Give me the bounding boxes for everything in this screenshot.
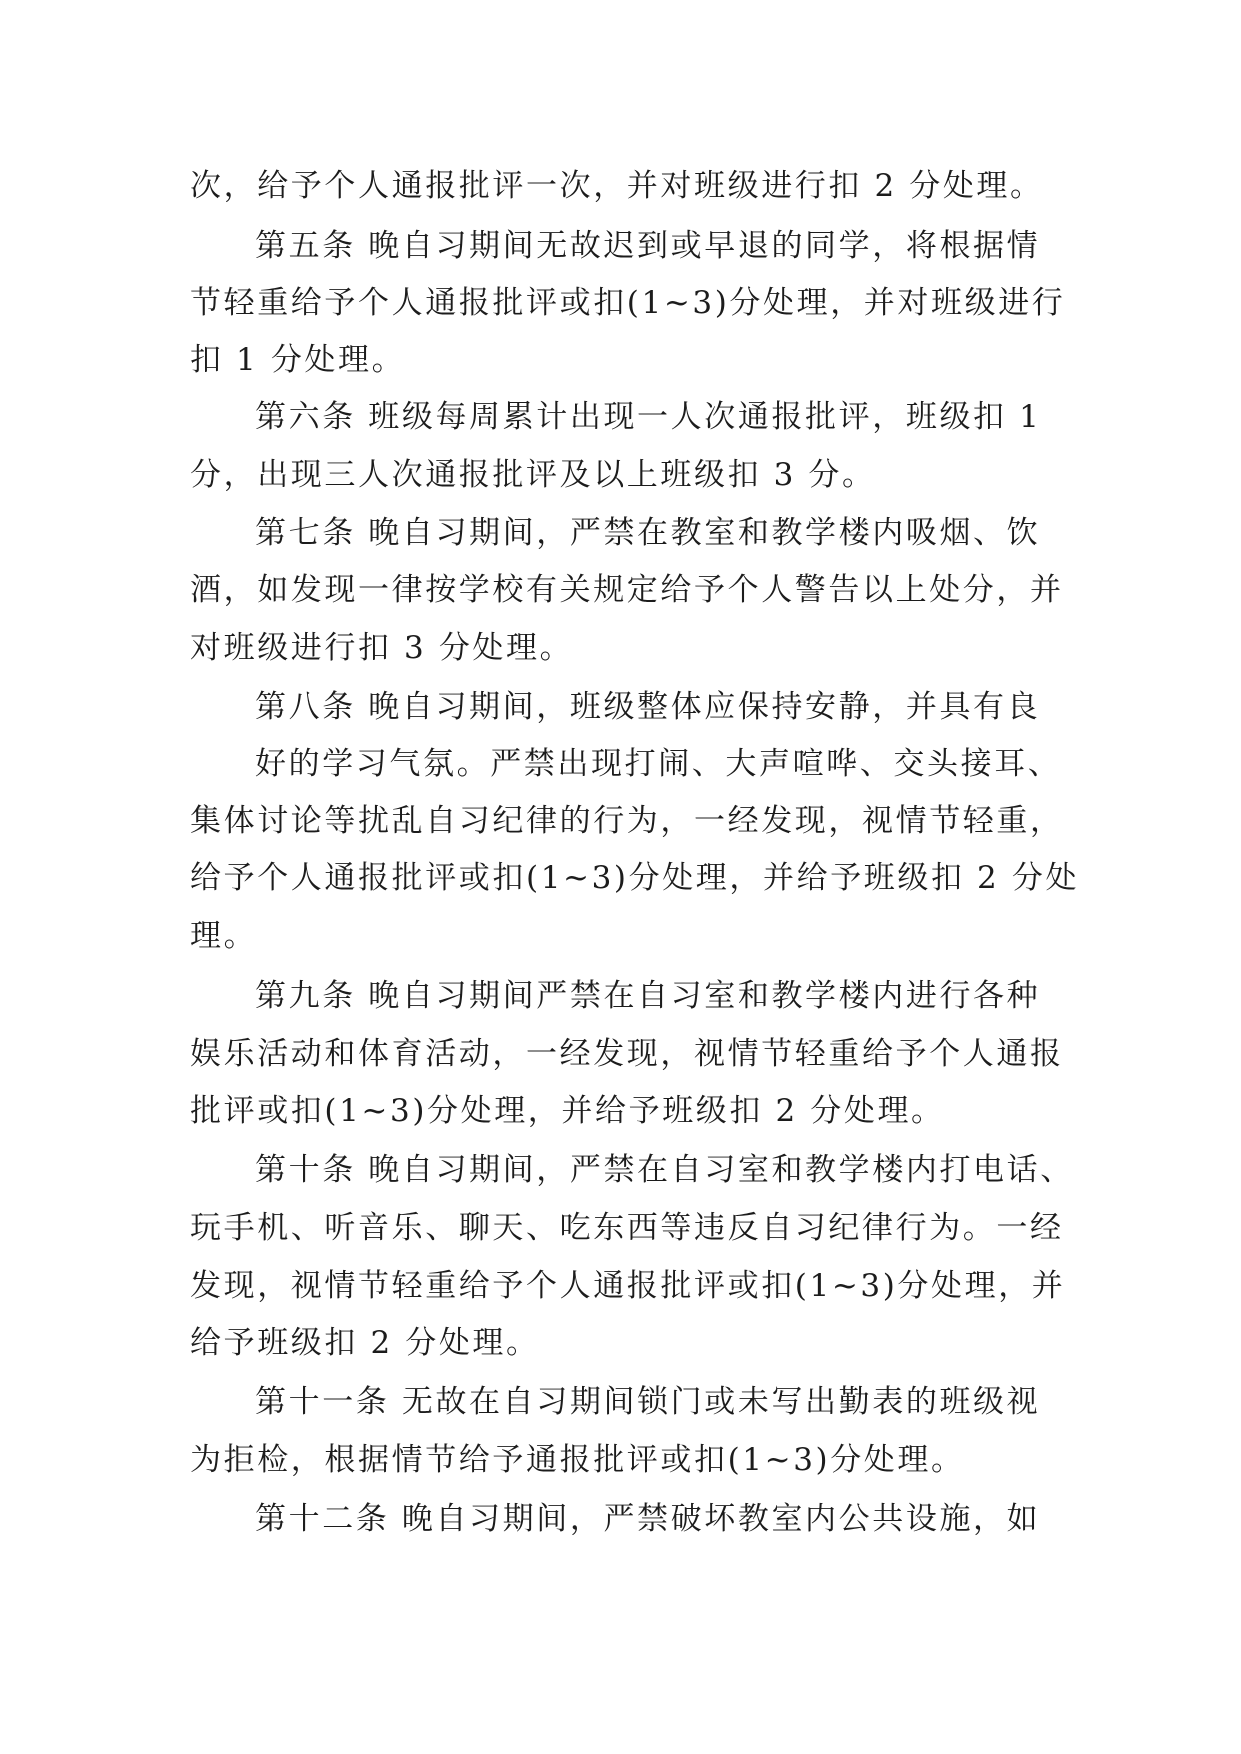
text-line: 给予班级扣 2 分处理。	[190, 1325, 540, 1361]
article-5-heading-line: 第五条 晚自习期间无故迟到或早退的同学，将根据情	[255, 228, 1041, 264]
article-8-heading-line: 第八条 晚自习期间，班级整体应保持安静，并具有良	[255, 689, 1041, 725]
text-line: 理。	[190, 918, 258, 954]
text-line: 分，出现三人次通报批评及以上班级扣 3 分。	[190, 457, 876, 493]
text-line: 对班级进行扣 3 分处理。	[190, 630, 574, 666]
article-6-heading-line: 第六条 班级每周累计出现一人次通报批评，班级扣 1	[255, 399, 1042, 435]
article-10-heading-line: 第十条 晚自习期间，严禁在自习室和教学楼内打电话、	[255, 1152, 1074, 1188]
article-9-heading-line: 第九条 晚自习期间严禁在自习室和教学楼内进行各种	[255, 978, 1041, 1014]
text-line: 娱乐活动和体育活动，一经发现，视情节轻重给予个人通报	[190, 1036, 1064, 1072]
text-line: 扣 1 分处理。	[190, 342, 406, 378]
article-11-heading-line: 第十一条 无故在自习期间锁门或未写出勤表的班级视	[255, 1384, 1041, 1420]
article-12-heading-line: 第十二条 晚自习期间，严禁破坏教室内公共设施，如	[255, 1501, 1041, 1537]
text-line: 节轻重给予个人通报批评或扣(1~3)分处理，并对班级进行	[190, 285, 1066, 321]
text-line: 玩手机、听音乐、聊天、吃东西等违反自习纪律行为。一经	[190, 1210, 1064, 1246]
text-line: 酒，如发现一律按学校有关规定给予个人警告以上处分，并	[190, 572, 1064, 608]
text-line: 次，给予个人通报批评一次，并对班级进行扣 2 分处理。	[190, 168, 1044, 204]
article-7-heading-line: 第七条 晚自习期间，严禁在教室和教学楼内吸烟、饮	[255, 515, 1041, 551]
text-line: 集体讨论等扰乱自习纪律的行为，一经发现，视情节轻重，	[190, 803, 1064, 839]
text-line: 给予个人通报批评或扣(1~3)分处理，并给予班级扣 2 分处	[190, 860, 1080, 896]
text-line: 好的学习气氛。严禁出现打闹、大声喧哗、交头接耳、	[255, 746, 1062, 782]
text-line: 为拒检，根据情节给予通报批评或扣(1~3)分处理。	[190, 1442, 965, 1478]
text-line: 批评或扣(1~3)分处理，并给予班级扣 2 分处理。	[190, 1093, 945, 1129]
text-line: 发现，视情节轻重给予个人通报批评或扣(1~3)分处理，并	[190, 1268, 1066, 1304]
